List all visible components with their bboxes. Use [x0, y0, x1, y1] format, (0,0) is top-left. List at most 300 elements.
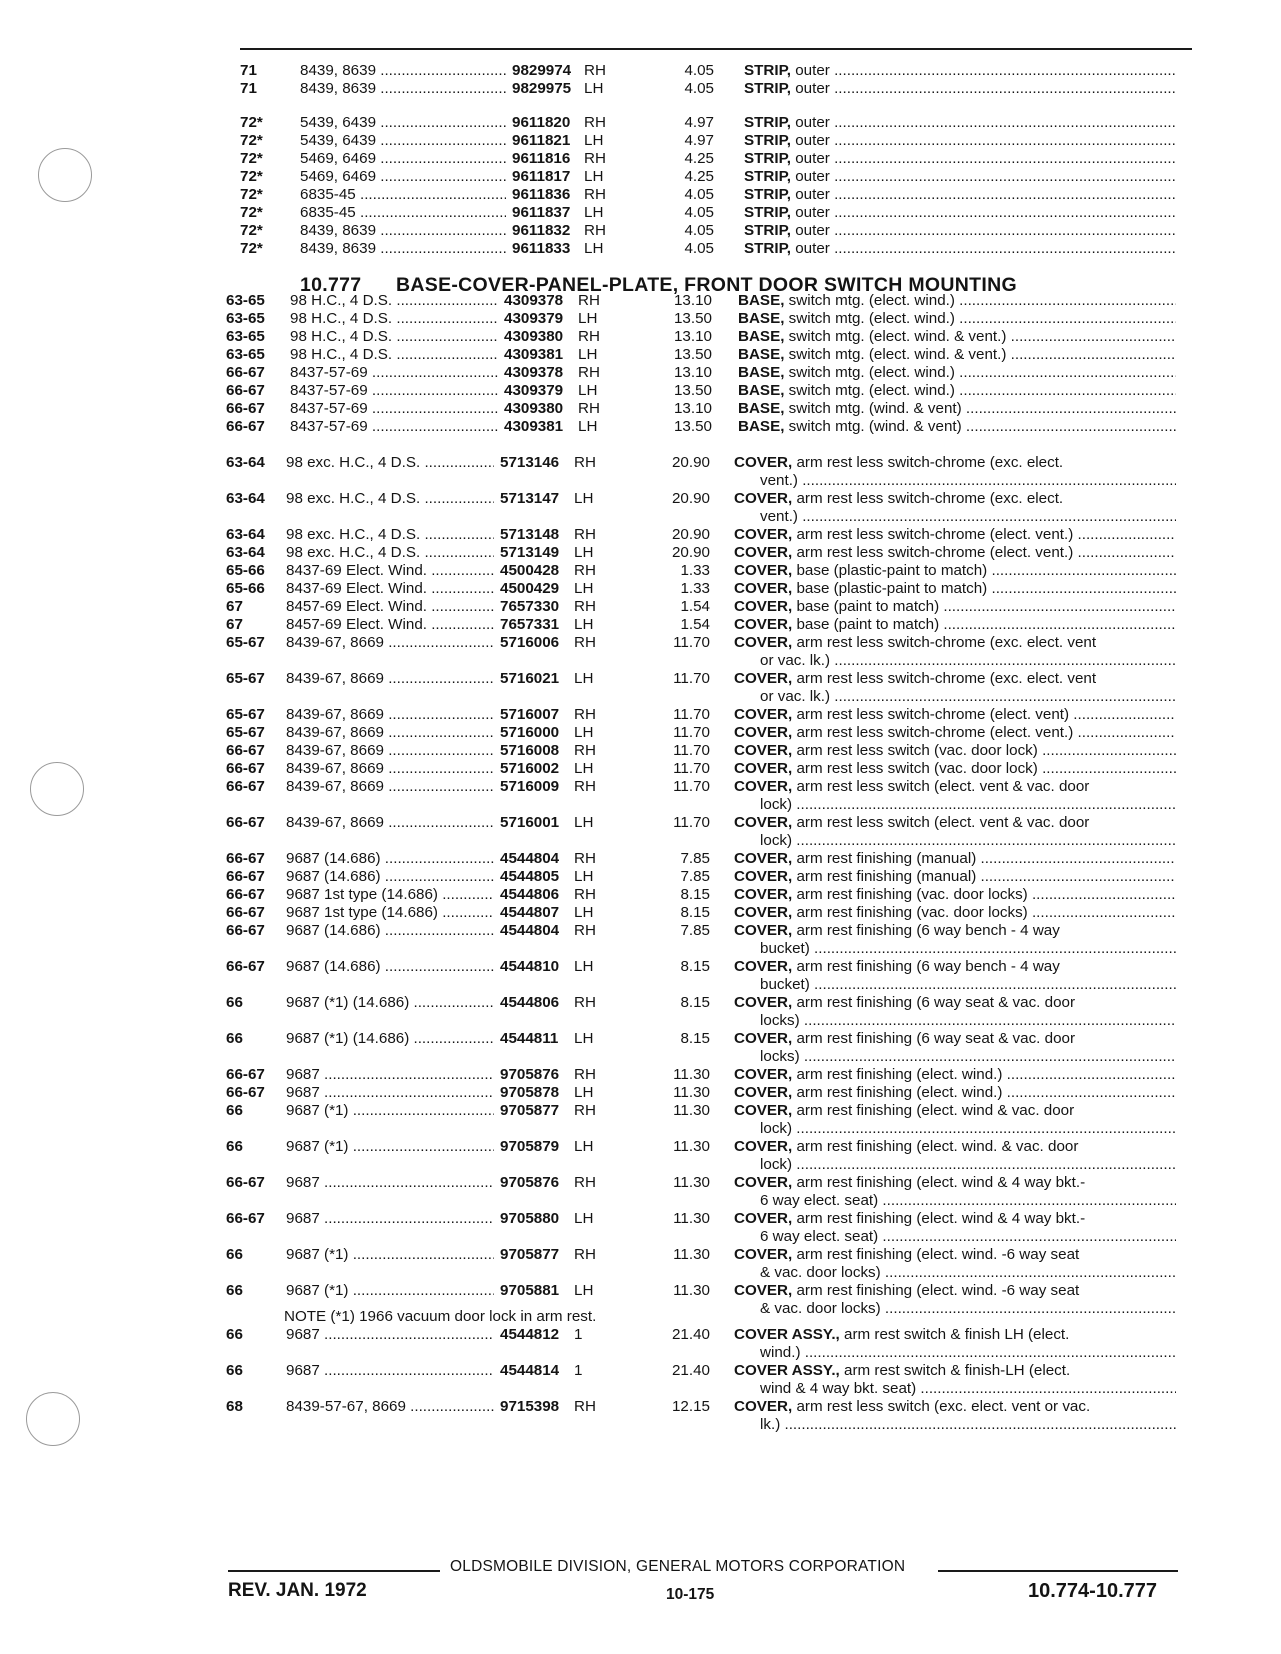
part-number: 9611821 [512, 132, 571, 149]
part-name: COVER, [734, 958, 793, 975]
model-number: 9687 ..... [286, 1174, 494, 1192]
model-year: 66-67 [226, 850, 265, 867]
part-description [734, 544, 1176, 562]
model-number: 8439-57-67, 8669 ..... [286, 1398, 494, 1416]
part-number: 9611836 [512, 186, 571, 203]
part-number: 4309378 [504, 292, 564, 309]
model-number: 9687 (14.686) ..... [286, 850, 494, 868]
part-name: BASE, [738, 418, 785, 435]
part-description [744, 240, 1176, 258]
model-year: 72* [240, 204, 263, 221]
model-year: 71 [240, 80, 257, 97]
footer-page-number: 10-175 [666, 1586, 715, 1603]
model-number: 8457-69 Elect. Wind. ..... [286, 598, 494, 616]
part-name: COVER, [734, 454, 793, 471]
list-price: 20.90 [671, 454, 710, 471]
part-description-continued: or vac. lk.) ..... [760, 688, 1176, 706]
list-price: 20.90 [671, 526, 710, 543]
part-number: 7657330 [500, 598, 560, 615]
model-year: 66-67 [226, 868, 265, 885]
side-or-qty: LH [584, 204, 604, 221]
part-description-continued: lock) ..... [760, 1156, 1176, 1174]
part-detail: base (paint to match) [796, 616, 940, 633]
list-price: 4.05 [684, 222, 714, 239]
model-year: 66-67 [226, 760, 265, 777]
side-or-qty: RH [574, 526, 596, 543]
side-or-qty: RH [584, 114, 606, 131]
model-number: 9687 ..... [286, 1066, 494, 1084]
list-price: 1.54 [680, 616, 710, 633]
part-detail: switch mtg. (elect. wind. & vent.) [788, 346, 1007, 363]
part-name: BASE, [738, 328, 785, 345]
model-number: 5469, 6469 ..... [300, 150, 506, 168]
side-or-qty: RH [574, 850, 596, 867]
side-or-qty: LH [574, 616, 594, 633]
side-or-qty: RH [578, 328, 600, 345]
part-detail: arm rest less switch-chrome (elect. vent) [796, 706, 1070, 723]
side-or-qty: RH [584, 222, 606, 239]
list-price: 11.30 [673, 1084, 710, 1101]
model-number: 98 exc. H.C., 4 D.S. ..... [286, 490, 494, 508]
part-number: 4309379 [504, 310, 564, 327]
list-price: 1.54 [680, 598, 710, 615]
list-price: 7.85 [680, 922, 710, 939]
part-name: STRIP, [744, 62, 791, 79]
side-or-qty: LH [574, 490, 594, 507]
part-number: 4544806 [500, 886, 560, 903]
binder-hole-bottom [26, 1392, 80, 1446]
part-name: COVER, [734, 1138, 793, 1155]
part-detail: outer [795, 204, 830, 221]
part-description [734, 1326, 1176, 1344]
part-name: COVER, [734, 850, 793, 867]
side-or-qty: LH [574, 958, 594, 975]
model-number: 8439, 8639 ..... [300, 80, 506, 98]
part-description [734, 1246, 1176, 1264]
part-detail: arm rest finishing (elect. wind & 4 way bkt.- [796, 1210, 1086, 1227]
model-year: 68 [226, 1398, 243, 1415]
model-number: 9687 1st type (14.686) ..... [286, 886, 494, 904]
list-price: 11.70 [673, 760, 710, 777]
footer-revision: REV. JAN. 1972 [228, 1580, 367, 1601]
binder-hole-middle [30, 762, 84, 816]
model-number: 8437-57-69 ..... [290, 382, 498, 400]
part-description-continued: wind.) ..... [760, 1344, 1176, 1362]
list-price: 7.85 [680, 868, 710, 885]
side-or-qty: RH [574, 1102, 596, 1119]
part-description [744, 114, 1176, 132]
part-description [734, 814, 1176, 832]
model-number: 9687 ..... [286, 1210, 494, 1228]
model-year: 66 [226, 1030, 243, 1047]
part-description [734, 580, 1176, 598]
part-description [734, 1210, 1176, 1228]
part-detail: arm rest finishing (elect. wind. -6 way seat [796, 1246, 1080, 1263]
model-year: 66-67 [226, 418, 265, 435]
model-year: 66 [226, 1102, 243, 1119]
part-number: 5716000 [500, 724, 560, 741]
part-name: COVER, [734, 706, 793, 723]
model-number: 8439-67, 8669 ..... [286, 724, 494, 742]
model-year: 66-67 [226, 904, 265, 921]
model-year: 66-67 [226, 814, 265, 831]
footnote: NOTE (*1) 1966 vacuum door lock in arm rest. [284, 1308, 597, 1325]
part-number: 5716021 [500, 670, 560, 687]
list-price: 8.15 [680, 958, 710, 975]
part-name: BASE, [738, 364, 785, 381]
part-description-continued: lock) ..... [760, 832, 1176, 850]
part-description [734, 868, 1176, 886]
part-number: 9611820 [512, 114, 571, 131]
part-name: COVER ASSY., [734, 1362, 840, 1379]
part-description [734, 1282, 1176, 1300]
part-description-continued: & vac. door locks) ..... [760, 1264, 1176, 1282]
part-number: 9705876 [500, 1066, 560, 1083]
list-price: 4.05 [684, 80, 714, 97]
part-description [734, 1362, 1176, 1380]
side-or-qty: 1 [574, 1362, 583, 1379]
side-or-qty: LH [574, 1282, 594, 1299]
part-detail: outer [795, 168, 830, 185]
part-description [734, 904, 1176, 922]
part-number: 4500428 [500, 562, 560, 579]
list-price: 21.40 [671, 1362, 710, 1379]
part-name: STRIP, [744, 222, 791, 239]
part-name: COVER, [734, 616, 793, 633]
part-number: 7657331 [500, 616, 560, 633]
part-name: COVER, [734, 544, 793, 561]
part-name: COVER, [734, 490, 793, 507]
part-detail: outer [795, 150, 830, 167]
side-or-qty: LH [578, 346, 598, 363]
part-number: 5713149 [500, 544, 560, 561]
model-year: 66-67 [226, 1174, 265, 1191]
part-detail: outer [795, 186, 830, 203]
part-name: COVER, [734, 724, 793, 741]
model-number: 9687 (14.686) ..... [286, 958, 494, 976]
part-name: STRIP, [744, 168, 791, 185]
part-number: 5716007 [500, 706, 560, 723]
model-year: 66 [226, 1138, 243, 1155]
model-year: 67 [226, 616, 243, 633]
part-description [738, 310, 1176, 328]
list-price: 13.10 [673, 364, 712, 381]
part-detail: arm rest finishing (manual) [796, 850, 977, 867]
side-or-qty: 1 [574, 1326, 583, 1343]
part-name: STRIP, [744, 204, 791, 221]
model-year: 72* [240, 150, 263, 167]
part-name: COVER, [734, 634, 793, 651]
list-price: 11.30 [673, 1282, 710, 1299]
model-number: 8437-69 Elect. Wind. ..... [286, 562, 494, 580]
part-name: COVER, [734, 1084, 793, 1101]
model-number: 9687 ..... [286, 1326, 494, 1344]
model-number: 9687 ..... [286, 1362, 494, 1380]
model-number: 6835-45 ..... [300, 186, 506, 204]
list-price: 4.97 [684, 114, 714, 131]
model-year: 66-67 [226, 958, 265, 975]
part-name: COVER, [734, 526, 793, 543]
part-name: BASE, [738, 310, 785, 327]
model-number: 8439-67, 8669 ..... [286, 634, 494, 652]
part-name: COVER, [734, 1398, 793, 1415]
side-or-qty: RH [584, 62, 606, 79]
list-price: 20.90 [671, 490, 710, 507]
model-year: 65-67 [226, 706, 265, 723]
model-number: 5439, 6439 ..... [300, 114, 506, 132]
part-name: COVER, [734, 580, 793, 597]
part-number: 5716001 [500, 814, 560, 831]
model-year: 66-67 [226, 922, 265, 939]
part-detail: arm rest less switch (vac. door lock) [796, 760, 1038, 777]
part-description [738, 292, 1176, 310]
part-description [734, 706, 1176, 724]
model-year: 65-66 [226, 580, 265, 597]
part-detail: arm rest less switch-chrome (elect. vent.) [796, 526, 1074, 543]
part-description [734, 616, 1176, 634]
model-year: 66 [226, 1246, 243, 1263]
model-number: 5469, 6469 ..... [300, 168, 506, 186]
part-name: COVER, [734, 1210, 793, 1227]
part-description [744, 186, 1176, 204]
part-detail: arm rest less switch-chrome (exc. elect. [796, 454, 1064, 471]
model-year: 66 [226, 1282, 243, 1299]
model-number: 9687 (*1) (14.686) ..... [286, 1030, 494, 1048]
part-description [734, 922, 1176, 940]
part-number: 5716008 [500, 742, 560, 759]
part-name: BASE, [738, 382, 785, 399]
part-number: 5713146 [500, 454, 560, 471]
part-description [734, 1398, 1176, 1416]
side-or-qty: LH [574, 1210, 594, 1227]
list-price: 11.70 [673, 778, 710, 795]
side-or-qty: RH [574, 1174, 596, 1191]
list-price: 20.90 [671, 544, 710, 561]
side-or-qty: LH [584, 168, 604, 185]
part-number: 9705876 [500, 1174, 560, 1191]
footer-rule-right [938, 1570, 1178, 1572]
model-year: 65-67 [226, 670, 265, 687]
part-name: BASE, [738, 346, 785, 363]
part-description-continued: vent.) ..... [760, 508, 1176, 526]
model-number: 98 H.C., 4 D.S. ..... [290, 310, 498, 328]
list-price: 13.50 [673, 346, 712, 363]
part-number: 4544812 [500, 1326, 560, 1343]
model-number: 8439-67, 8669 ..... [286, 814, 494, 832]
list-price: 11.30 [673, 1210, 710, 1227]
part-number: 9705881 [500, 1282, 560, 1299]
side-or-qty: LH [574, 580, 594, 597]
side-or-qty: LH [584, 80, 604, 97]
footer-rule-left [228, 1570, 440, 1572]
part-description [738, 346, 1176, 364]
part-number: 4544810 [500, 958, 560, 975]
part-description [738, 418, 1176, 436]
side-or-qty: RH [574, 706, 596, 723]
list-price: 11.30 [673, 1138, 710, 1155]
side-or-qty: LH [574, 724, 594, 741]
list-price: 11.70 [673, 742, 710, 759]
part-detail: arm rest less switch-chrome (exc. elect. vent [796, 670, 1097, 687]
part-detail: base (paint to match) [796, 598, 940, 615]
part-description [734, 994, 1176, 1012]
part-detail: arm rest finishing (6 way seat & vac. door [796, 1030, 1076, 1047]
list-price: 8.15 [680, 886, 710, 903]
part-name: COVER, [734, 922, 793, 939]
list-price: 4.05 [684, 186, 714, 203]
part-number: 4309381 [504, 346, 564, 363]
side-or-qty: RH [574, 1066, 596, 1083]
side-or-qty: RH [584, 186, 606, 203]
side-or-qty: RH [574, 634, 596, 651]
model-year: 66-67 [226, 778, 265, 795]
section-number: 10.777 [300, 274, 362, 296]
model-year: 72* [240, 114, 263, 131]
part-detail: arm rest finishing (elect. wind.) [796, 1066, 1003, 1083]
model-year: 65-67 [226, 634, 265, 651]
part-number: 4544811 [500, 1030, 559, 1047]
list-price: 12.15 [671, 1398, 710, 1415]
list-price: 11.30 [673, 1066, 710, 1083]
part-description [734, 760, 1176, 778]
part-number: 5716002 [500, 760, 560, 777]
side-or-qty: LH [574, 544, 594, 561]
part-detail: arm rest finishing (6 way bench - 4 way [796, 958, 1060, 975]
side-or-qty: LH [574, 760, 594, 777]
part-detail: arm rest finishing (6 way bench - 4 way [796, 922, 1060, 939]
part-name: COVER, [734, 1174, 793, 1191]
list-price: 13.10 [673, 328, 712, 345]
model-year: 63-64 [226, 454, 265, 471]
list-price: 21.40 [671, 1326, 710, 1343]
model-number: 8437-57-69 ..... [290, 418, 498, 436]
part-description [744, 168, 1176, 186]
part-detail: base (plastic-paint to match) [796, 562, 988, 579]
side-or-qty: RH [574, 454, 596, 471]
side-or-qty: LH [574, 868, 594, 885]
model-number: 8457-69 Elect. Wind. ..... [286, 616, 494, 634]
model-year: 63-64 [226, 526, 265, 543]
model-number: 98 H.C., 4 D.S. ..... [290, 328, 498, 346]
part-detail: arm rest less switch (elect. vent & vac. door [796, 814, 1090, 831]
side-or-qty: RH [574, 1246, 596, 1263]
part-description-continued: locks) ..... [760, 1012, 1176, 1030]
part-description [744, 80, 1176, 98]
part-number: 9705879 [500, 1138, 560, 1155]
part-detail: arm rest switch & finish LH (elect. [844, 1326, 1070, 1343]
part-description [734, 742, 1176, 760]
list-price: 13.10 [673, 292, 712, 309]
model-year: 72* [240, 186, 263, 203]
part-name: STRIP, [744, 80, 791, 97]
part-number: 4309378 [504, 364, 564, 381]
part-detail: arm rest finishing (elect. wind & vac. door [796, 1102, 1075, 1119]
part-description-continued: locks) ..... [760, 1048, 1176, 1066]
part-detail: base (plastic-paint to match) [796, 580, 988, 597]
part-description [734, 670, 1176, 688]
part-description [734, 958, 1176, 976]
part-detail: arm rest less switch-chrome (exc. elect. [796, 490, 1064, 507]
side-or-qty: RH [574, 742, 596, 759]
model-year: 67 [226, 598, 243, 615]
part-name: COVER, [734, 1102, 793, 1119]
part-detail: arm rest finishing (6 way seat & vac. door [796, 994, 1076, 1011]
part-number: 4500429 [500, 580, 560, 597]
part-detail: arm rest less switch (exc. elect. vent or vac. [796, 1398, 1091, 1415]
part-name: COVER, [734, 598, 793, 615]
model-year: 72* [240, 132, 263, 149]
part-detail: arm rest less switch (elect. vent & vac. door [796, 778, 1090, 795]
part-name: STRIP, [744, 132, 791, 149]
model-year: 63-65 [226, 292, 265, 309]
side-or-qty: RH [574, 598, 596, 615]
list-price: 13.50 [673, 382, 712, 399]
side-or-qty: LH [574, 814, 594, 831]
part-number: 4309380 [504, 328, 564, 345]
part-description [744, 222, 1176, 240]
part-detail: arm rest finishing (elect. wind.) [796, 1084, 1003, 1101]
part-detail: arm rest finishing (vac. door locks) [796, 886, 1028, 903]
part-detail: switch mtg. (wind. & vent) [788, 418, 962, 435]
part-description [738, 364, 1176, 382]
side-or-qty: LH [574, 1084, 594, 1101]
part-name: COVER, [734, 760, 793, 777]
part-number: 4544805 [500, 868, 560, 885]
part-description [734, 454, 1176, 472]
part-number: 4544804 [500, 922, 560, 939]
part-name: COVER, [734, 1282, 793, 1299]
part-number: 4544804 [500, 850, 560, 867]
section-title: BASE-COVER-PANEL-PLATE, FRONT DOOR SWITCH MOUNTING [396, 274, 1017, 296]
side-or-qty: RH [574, 994, 596, 1011]
part-detail: arm rest finishing (manual) [796, 868, 977, 885]
model-number: 8437-57-69 ..... [290, 400, 498, 418]
part-detail: switch mtg. (elect. wind.) [788, 310, 955, 327]
part-number: 4544806 [500, 994, 560, 1011]
part-name: STRIP, [744, 150, 791, 167]
side-or-qty: LH [574, 1030, 594, 1047]
part-number: 9611833 [512, 240, 571, 257]
side-or-qty: LH [584, 132, 604, 149]
part-detail: arm rest finishing (elect. wind & 4 way bkt.- [796, 1174, 1086, 1191]
part-detail: switch mtg. (elect. wind. & vent.) [788, 328, 1007, 345]
part-description [734, 850, 1176, 868]
part-name: COVER, [734, 1066, 793, 1083]
list-price: 4.05 [684, 240, 714, 257]
model-number: 9687 (14.686) ..... [286, 868, 494, 886]
list-price: 1.33 [680, 580, 710, 597]
model-year: 66-67 [226, 382, 265, 399]
model-number: 8439-67, 8669 ..... [286, 760, 494, 778]
side-or-qty: RH [574, 778, 596, 795]
side-or-qty: RH [574, 922, 596, 939]
part-number: 5713147 [500, 490, 560, 507]
part-name: COVER ASSY., [734, 1326, 840, 1343]
model-year: 65-66 [226, 562, 265, 579]
model-year: 66-67 [226, 742, 265, 759]
list-price: 11.70 [673, 814, 710, 831]
part-detail: outer [795, 222, 830, 239]
model-year: 63-64 [226, 490, 265, 507]
part-name: BASE, [738, 292, 785, 309]
list-price: 11.70 [673, 670, 710, 687]
part-description-continued: & vac. door locks) ..... [760, 1300, 1176, 1318]
model-year: 72* [240, 240, 263, 257]
side-or-qty: LH [578, 310, 598, 327]
list-price: 11.70 [673, 706, 710, 723]
list-price: 13.10 [673, 400, 712, 417]
model-number: 8439-67, 8669 ..... [286, 742, 494, 760]
